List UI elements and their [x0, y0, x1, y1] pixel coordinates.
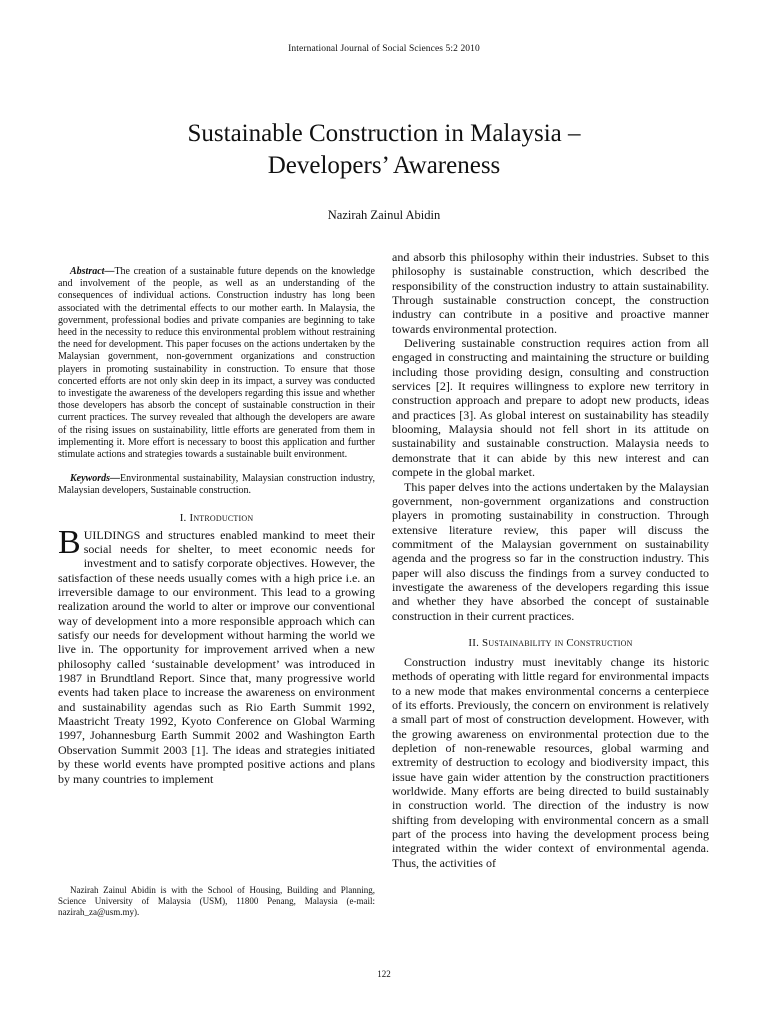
page-number: 122: [377, 969, 391, 979]
abstract-text: The creation of a sustainable future depends on the knowledge and involvement of the people, as well as an understanding of the consequences of individual actions. Construction industry has long been associated with the detrimental effects to our mother earth. In Malaysia, the government, professional bodies and private companies are beginning to take heed in the necessity to reduce this environmental problem without restraining the need for development. This paper focuses on the actions undertaken by the Malaysian government, non-government organizations and construction players in promoting sustainability in construction. To ensure that those concerted efforts are not only skin deep in its impact, a survey was conducted to investigate the awareness of the developers regarding this issue and whether those developers has absorb the concept of sustainable construction in their current practices. The survey revealed that although the developers are aware of the rising issues on sustainability, little efforts are generated from them in implementing it. More effort is necessary to boost this application and further stimulate actions and strategies towards a sustainable built environment.: [58, 266, 375, 461]
abstract-label: Abstract—: [70, 266, 115, 277]
introduction-paragraph: [58, 523, 375, 786]
author-footnote: Nazirah Zainul Abidin is with the School of Housing, Building and Planning, Science University of Malaysia (USM), 11800 Penang, Malaysia (e-mail: nazirah_za@usm.my).: [58, 885, 375, 917]
section-title: Sustainability in Construction: [482, 636, 633, 649]
author-name: Nazirah Zainul Abidin: [327, 208, 441, 222]
keywords-text: Environmental sustainability, Malaysian construction industry, Malaysian developers, Sustainable construction.: [58, 473, 375, 497]
section-number: I.: [179, 511, 187, 524]
paper-title: [60, 118, 708, 182]
right-column: [392, 250, 709, 870]
section-heading-sustainability: [392, 637, 709, 649]
section-number: II.: [468, 636, 480, 649]
drop-cap: B: [58, 523, 81, 561]
paper-title-line-1: Sustainable Construction in Malaysia –: [187, 120, 581, 147]
left-column: [58, 266, 375, 786]
journal-header: International Journal of Social Sciences 5:2 2010: [288, 44, 480, 54]
sustainability-paragraph: Construction industry must inevitably change its historic methods of operating with little regard for environmental impacts to a new mode that makes environmental concerns a centerpiece of its efforts. Previously, the concern on environment is relatively a small part of most of construction development. However, with the growing awareness on environmental protection due to the depletion of non-renewable resources, global warming and extremity of destruction to ecology and biodiversity impact, this issue have gain wider attention by the construction practitioners worldwide. Many efforts are being directed to build sustainably in construction world. The direction of the industry is now shifting from developing with environmental concern as a small part of the process into having the development process being integrated within the wider context of environmental agenda. Thus, the activities of: [392, 654, 709, 870]
abstract: [58, 266, 375, 461]
paragraph-continuation: and absorb this philosophy within their industries. Subset to this philosophy is sustainable construction, which described the responsibility of the construction industry to attain sustainability. Through sustainable construction concept, the construction industry can contribute in a positive and proactive manner towards environmental protection.: [392, 250, 709, 336]
paragraph-paper-delves: This paper delves into the actions undertaken by the Malaysian government, non-government organizations and construction players in promoting sustainability in construction. Through extensive literature review, this paper will discuss the commitment of the Malaysian government on sustainability agenda and the progress so far in the construction industry. This paper will also discuss the findings from a survey conducted to investigate the awareness of the developers regarding this issue and whether they have absorbed the concept of sustainable construction in their current practices.: [392, 479, 709, 623]
keywords: [58, 473, 375, 497]
paragraph-delivering: Delivering sustainable construction requires action from all engaged in constructing and maintaining the structure or building including those providing design, consulting and construction services [2]. It requires willingness to explore new territory in construction approach and prepare to adopt new products, ideas and practices [3]. As global interest on sustainability has steadily blooming, Malaysia should not fell short in its attitude on sustainability and sustainable construction. Malaysia needs to demonstrate that it can abide by this new interest and can compete in the global market.: [392, 336, 709, 480]
section-title: Introduction: [189, 511, 254, 524]
section-heading-introduction: [58, 512, 375, 524]
introduction-text: UILDINGS and structures enabled mankind to meet their social needs for shelter, to meet economic needs for investment and to satisfy corporate objectives. However, the satisfaction of these needs usually comes with a high price i.e. an irreversible damage to our environment. This lead to a growing realization around the world to alter or improve our conventional way of development into a more responsible approach which can satisfy our needs for development without harming the world we live in. The opportunity for improvement arrived when a new philosophy called ‘sustainable development’ was introduced in 1987 in Brundtland Report. Since that, many progressive world events had taken place to increase the awareness on environment and sustainability agendas such as Rio Earth Summit 1992, Maastricht Treaty 1992, Kyoto Conference on Global Warming 1997, Johannesburg Earth Summit 2002 and Washington Earth Observation Summit 2003 [1]. The ideas and strategies initiated by these world events have prompted positive actions and plans by many countries to implement: [58, 527, 375, 786]
keywords-label: Keywords—: [70, 473, 120, 485]
paper-title-line-2: Developers’ Awareness: [267, 152, 501, 179]
